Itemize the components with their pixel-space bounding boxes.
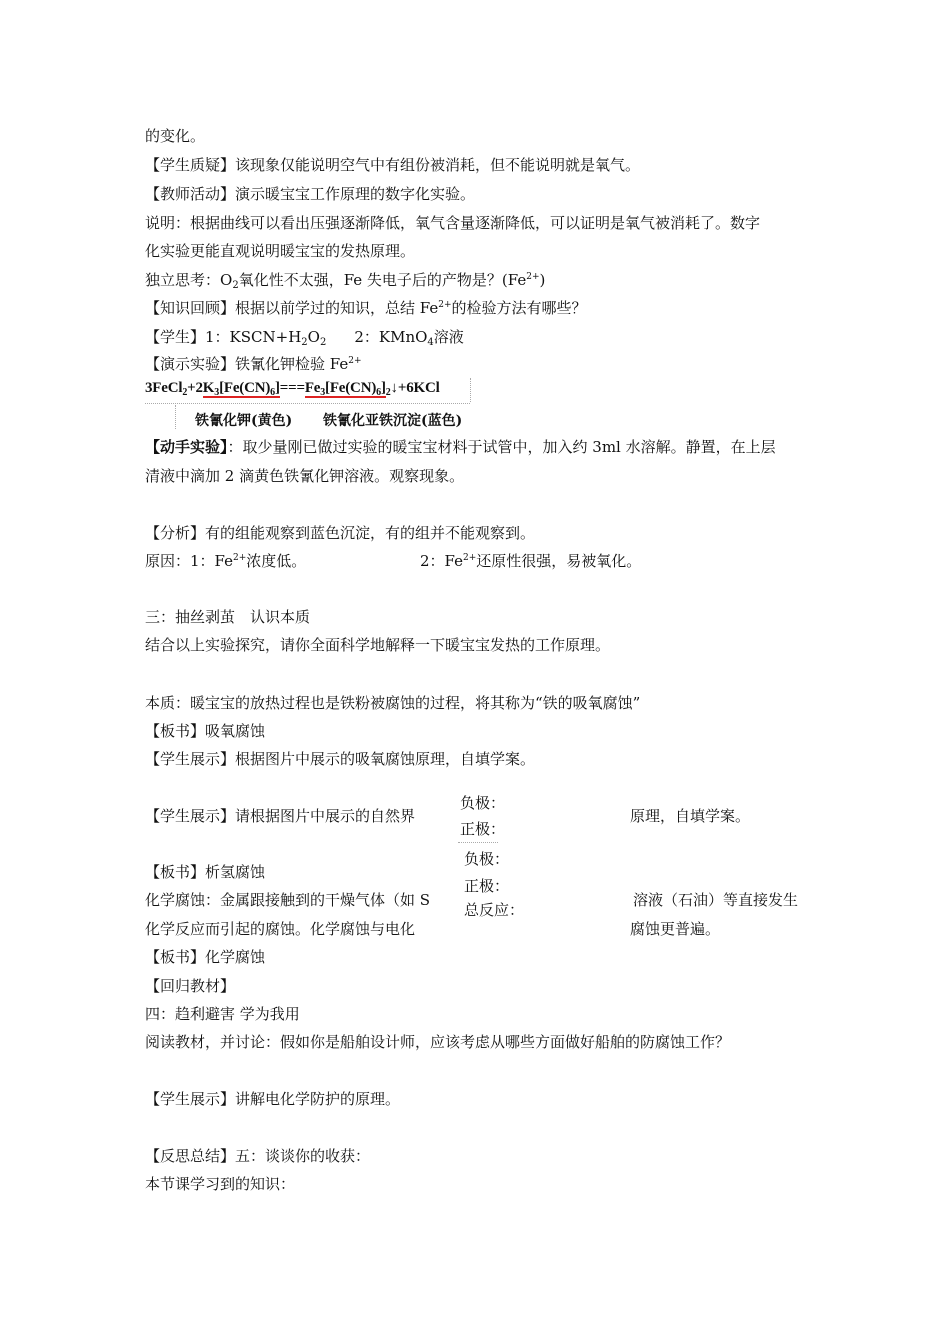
analysis: 【分析】有的组能观察到蓝色沉淀，有的组并不能观察到。: [145, 524, 536, 542]
box1-positive-electrode: 正极：: [460, 820, 506, 838]
equation-divider: [175, 405, 176, 429]
demo-experiment: 【演示实验】铁氰化钾检验 $Fe^{2+}$: [145, 355, 362, 373]
essence: 本质：暖宝宝的放热过程也是铁粉被腐蚀的过程，将其称为“铁的吸氧腐蚀”: [145, 694, 641, 712]
box1-negative-electrode: 负极：: [460, 794, 506, 812]
student-question: 【学生质疑】该现象仅能说明空气中有组份被消耗，但不能说明就是氧气。: [145, 156, 641, 174]
student-show-2-end: 原理，自填学案。: [630, 807, 751, 825]
text-line: 的变化。: [145, 127, 206, 145]
precipitate-label: 铁氰化亚铁沉淀(蓝色): [323, 413, 463, 429]
discussion: 阅读教材，并讨论：假如你是船舶设计师，应该考虑从哪些方面做好船舶的防腐蚀工作？: [145, 1033, 731, 1051]
student-answer: 【学生】1：$KSCN+H_2O_2$ 2：KMnO$_4$溶液: [145, 328, 464, 348]
student-show-2: 【学生展示】请根据图片中展示的自然界: [145, 807, 416, 825]
chemical-corrosion-2: 化学反应而引起的腐蚀。化学腐蚀与电化: [145, 920, 416, 938]
section-three-heading: 三：抽丝剥茧 认识本质: [145, 608, 311, 626]
chemical-corrosion-1: 化学腐蚀：金属跟接触到的干燥气体（如 S: [145, 891, 431, 909]
equation-divider: [470, 378, 471, 402]
equation-divider: [145, 403, 470, 404]
student-show-1: 【学生展示】根据图片中展示的吸氧腐蚀原理，自填学案。: [145, 750, 536, 768]
chemical-corrosion-1-end: 溶液（石油）等直接发生: [633, 891, 799, 909]
board-chemical-corrosion: 【板书】化学腐蚀: [145, 948, 266, 966]
independent-thinking: 独立思考：$O_2$氧化性不太强，Fe 失电子后的产物是？$(Fe^{2+})$: [145, 271, 546, 291]
board-hydrogen-evolution: 【板书】析氢腐蚀: [145, 863, 266, 881]
return-to-textbook: 【回归教材】: [145, 977, 236, 995]
explanation-line-2: 化实验更能直观说明暖宝宝的发热原理。: [145, 242, 416, 260]
chemical-equation: $3FeCl_2+2K_3[Fe(CN)_6]===Fe_3[Fe(CN)_6]_2↓+6KCl$: [145, 380, 440, 398]
explanation-line-1: 说明：根据曲线可以看出压强逐渐降低，氧气含量逐渐降低，可以证明是氧气被消耗了。数字: [145, 214, 761, 232]
board-oxygen-absorption: 【板书】吸氧腐蚀: [145, 722, 266, 740]
box2-positive-electrode: 正极：: [464, 877, 510, 895]
reason-2: 2：$Fe^{2+}$还原性很强，易被氧化。: [420, 552, 642, 570]
potassium-ferricyanide-formula: $K_3[Fe(CN)_6]$: [202, 380, 280, 398]
chemical-corrosion-2-end: 腐蚀更普遍。: [630, 920, 721, 938]
hands-on-experiment-2: 清液中滴加 2 滴黄色铁氰化钾溶液。观察现象。: [145, 467, 465, 485]
box-divider: [458, 842, 498, 843]
box2-total-reaction: 总反应：: [464, 901, 525, 919]
hands-on-experiment-1: 【动手实验】：取少量刚已做过实验的暖宝宝材料于试管中，加入约 3ml 水溶解。静置，在上层: [145, 438, 776, 456]
section-four-heading: 四：趋利避害 学为我用: [145, 1005, 300, 1023]
ferricyanide-label: 铁氰化钾(黄色): [195, 413, 293, 429]
text-line: 结合以上实验探究，请你全面科学地解释一下暖宝宝发热的工作原理。: [145, 636, 611, 654]
knowledge-learned: 本节课学习到的知识：: [145, 1175, 296, 1193]
precipitate-formula: $Fe_3[Fe(CN)_6]$: [304, 380, 386, 398]
student-show-3: 【学生展示】讲解电化学防护的原理。: [145, 1090, 401, 1108]
teacher-activity: 【教师活动】演示暖宝宝工作原理的数字化实验。: [145, 185, 476, 203]
reflection-summary: 【反思总结】五：谈谈你的收获：: [145, 1147, 371, 1165]
box2-negative-electrode: 负极：: [464, 850, 510, 868]
knowledge-review: 【知识回顾】根据以前学过的知识，总结 $Fe^{2+}$的检验方法有哪些？: [145, 299, 587, 317]
reason: 原因：1：$Fe^{2+}$浓度低。: [145, 552, 307, 570]
